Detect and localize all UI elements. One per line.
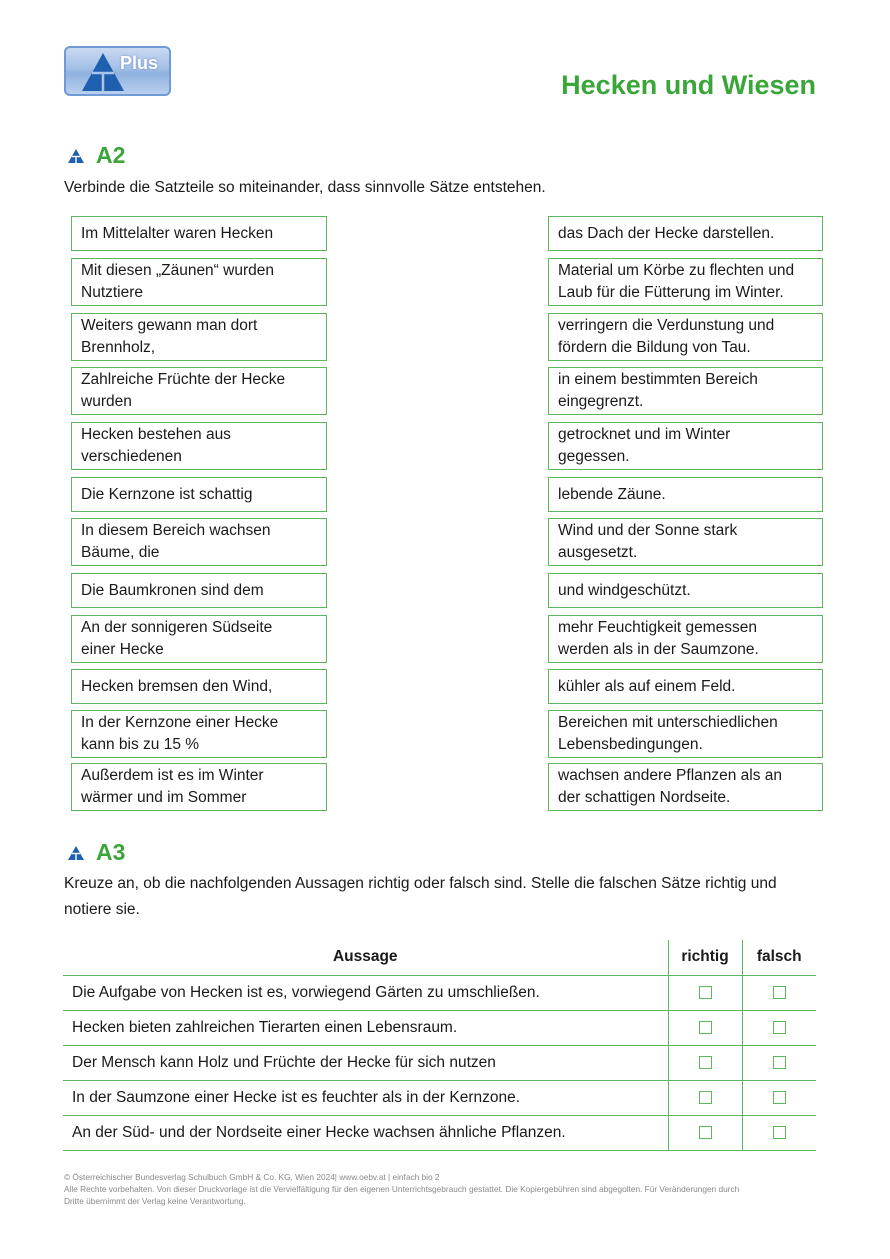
left-sentence-part[interactable] [71,313,327,361]
checkbox-cell-false [742,1010,816,1045]
left-sentence-part[interactable] [71,710,327,758]
sentence-part-line: kühler als auf einem Feld. [558,677,736,695]
sentence-part-line: wurden [81,393,132,410]
left-sentence-part[interactable] [71,367,327,415]
sentence-part-line: In der Kernzone einer Hecke [81,714,279,731]
checkbox-true[interactable] [699,1126,712,1139]
sentence-part-line: in einem bestimmten Bereich [558,371,758,388]
footer-copyright: © Österreichischer Bundesverlag Schulbuch GmbH & Co. KG, Wien 2024| www.oebv.at | einfach bio 2 [64,1172,440,1182]
sentence-part-line: eingegrenzt. [558,393,644,410]
plus-logo [64,46,171,96]
sentence-part-line: wachsen andere Pflanzen als an [558,767,783,784]
sentence-part-line: verringern die Verdunstung und [558,317,775,334]
section-a2-heading [68,142,125,169]
sentence-part-line: Die Baumkronen sind dem [81,581,264,599]
section-a2-label: A2 [96,142,126,168]
checkbox-false[interactable] [773,1021,786,1034]
table-header-row [63,940,816,975]
table-row [63,1010,816,1045]
triangle-icon [68,846,84,860]
checkbox-true[interactable] [699,986,712,999]
a3-instruction [64,871,777,923]
sentence-part-line: Material um Körbe zu flechten und [558,262,795,279]
right-sentence-part[interactable] [548,422,823,470]
a3-instruction-line: notiere sie. [64,901,140,918]
sentence-part-line: der schattigen Nordseite. [558,789,731,806]
left-sentence-part[interactable] [71,216,327,251]
right-sentence-part[interactable] [548,258,823,306]
a2-instruction: Verbinde die Satzteile so miteinander, dass sinnvolle Sätze entstehen. [64,179,546,196]
sentence-part-line: mehr Feuchtigkeit gemessen [558,619,758,636]
page-title: Hecken und Wiesen [561,70,816,100]
right-sentence-part[interactable] [548,710,823,758]
sentence-part-line: verschiedenen [81,448,182,465]
table-row [63,1045,816,1080]
sentence-part-line: Weiters gewann man dort [81,317,258,334]
right-sentence-part[interactable] [548,573,823,608]
sentence-part-line: Die Kernzone ist schattig [81,485,253,503]
sentence-part-line: kann bis zu 15 % [81,736,200,753]
checkbox-false[interactable] [773,1056,786,1069]
statement-text: Der Mensch kann Holz und Früchte der Hecke für sich nutzen [63,1045,668,1080]
statement-text: An der Süd- und der Nordseite einer Hecke wachsen ähnliche Pflanzen. [63,1115,668,1150]
a3-statement-table [63,940,816,1151]
section-a3-heading [68,839,125,866]
sentence-part-line: Nutztiere [81,284,144,301]
statement-text: Die Aufgabe von Hecken ist es, vorwiegend Gärten zu umschließen. [63,975,668,1010]
right-sentence-part[interactable] [548,518,823,566]
sentence-part-line: Hecken bremsen den Wind, [81,677,273,695]
sentence-part-line: Lebensbedingungen. [558,736,703,753]
header-statement: Aussage [63,940,668,975]
checkbox-cell-true [668,975,742,1010]
checkbox-cell-false [742,1115,816,1150]
table-row [63,975,816,1010]
checkbox-false[interactable] [773,1091,786,1104]
checkbox-true[interactable] [699,1056,712,1069]
statement-text: Hecken bieten zahlreichen Tierarten einen Lebensraum. [63,1010,668,1045]
table-row [63,1115,816,1150]
checkbox-false[interactable] [773,986,786,999]
section-a3-label: A3 [96,839,126,865]
footer-rights: Alle Rechte vorbehalten. Von dieser Druckvorlage ist die Vervielfältigung für den eigenen Unterrichtsgebrauch gestattet. Die Kopiergebühren sind abgegolten. Für Veränderungen durch [64,1184,740,1194]
sentence-part-line: Wind und der Sonne stark [558,522,738,539]
sentence-part-line: Mit diesen „Zäunen“ wurden [81,262,274,279]
sentence-part-line: getrocknet und im Winter [558,426,731,443]
checkbox-cell-false [742,1045,816,1080]
sentence-part-line: ausgesetzt. [558,544,638,561]
checkbox-cell-false [742,1080,816,1115]
right-sentence-part[interactable] [548,669,823,704]
left-sentence-part[interactable] [71,518,327,566]
left-sentence-part[interactable] [71,615,327,663]
sentence-part-line: Brennholz, [81,339,156,356]
sentence-part-line: einer Hecke [81,641,164,658]
sentence-part-line: und windgeschützt. [558,581,691,599]
right-sentence-part[interactable] [548,615,823,663]
sentence-part-line: An der sonnigeren Südseite [81,619,273,636]
left-sentence-part[interactable] [71,477,327,512]
checkbox-cell-true [668,1045,742,1080]
left-sentence-part[interactable] [71,573,327,608]
triangle-icon [68,149,84,163]
right-sentence-part[interactable] [548,367,823,415]
sentence-part-line: Laub für die Fütterung im Winter. [558,284,784,301]
footer-rights-cont: Dritte übernimmt der Verlag keine Verantwortung. [64,1196,246,1206]
checkbox-true[interactable] [699,1091,712,1104]
sentence-part-line: Hecken bestehen aus [81,426,231,443]
sentence-part-line: Im Mittelalter waren Hecken [81,224,274,242]
right-sentence-part[interactable] [548,477,823,512]
right-sentence-part[interactable] [548,763,823,811]
sentence-part-line: werden als in der Saumzone. [558,641,759,658]
sentence-part-line: wärmer und im Sommer [81,789,247,806]
left-sentence-part[interactable] [71,763,327,811]
sentence-part-line: lebende Zäune. [558,485,666,503]
checkbox-cell-false [742,975,816,1010]
sentence-part-line: fördern die Bildung von Tau. [558,339,751,356]
sentence-part-line: Bereichen mit unterschiedlichen [558,714,778,731]
sentence-part-line: gegessen. [558,448,630,465]
a3-instruction-line: Kreuze an, ob die nachfolgenden Aussagen richtig oder falsch sind. Stelle die falschen Sätze richtig und [64,875,777,892]
logo-text: Plus [120,53,159,73]
statement-text: In der Saumzone einer Hecke ist es feuchter als in der Kernzone. [63,1080,668,1115]
checkbox-cell-true [668,1010,742,1045]
header-false: falsch [742,940,816,975]
sentence-part-line: Außerdem ist es im Winter [81,767,264,784]
checkbox-cell-true [668,1115,742,1150]
footer [64,1171,824,1207]
checkbox-cell-true [668,1080,742,1115]
header-true: richtig [668,940,742,975]
right-sentence-part[interactable] [548,216,823,251]
table-row [63,1080,816,1115]
left-sentence-part[interactable] [71,422,327,470]
sentence-part-line: das Dach der Hecke darstellen. [558,224,775,242]
checkbox-true[interactable] [699,1021,712,1034]
sentence-part-line: Zahlreiche Früchte der Hecke [81,371,286,388]
sentence-part-line: Bäume, die [81,544,160,561]
right-sentence-part[interactable] [548,313,823,361]
checkbox-false[interactable] [773,1126,786,1139]
left-sentence-part[interactable] [71,669,327,704]
sentence-part-line: In diesem Bereich wachsen [81,522,271,539]
left-sentence-part[interactable] [71,258,327,306]
